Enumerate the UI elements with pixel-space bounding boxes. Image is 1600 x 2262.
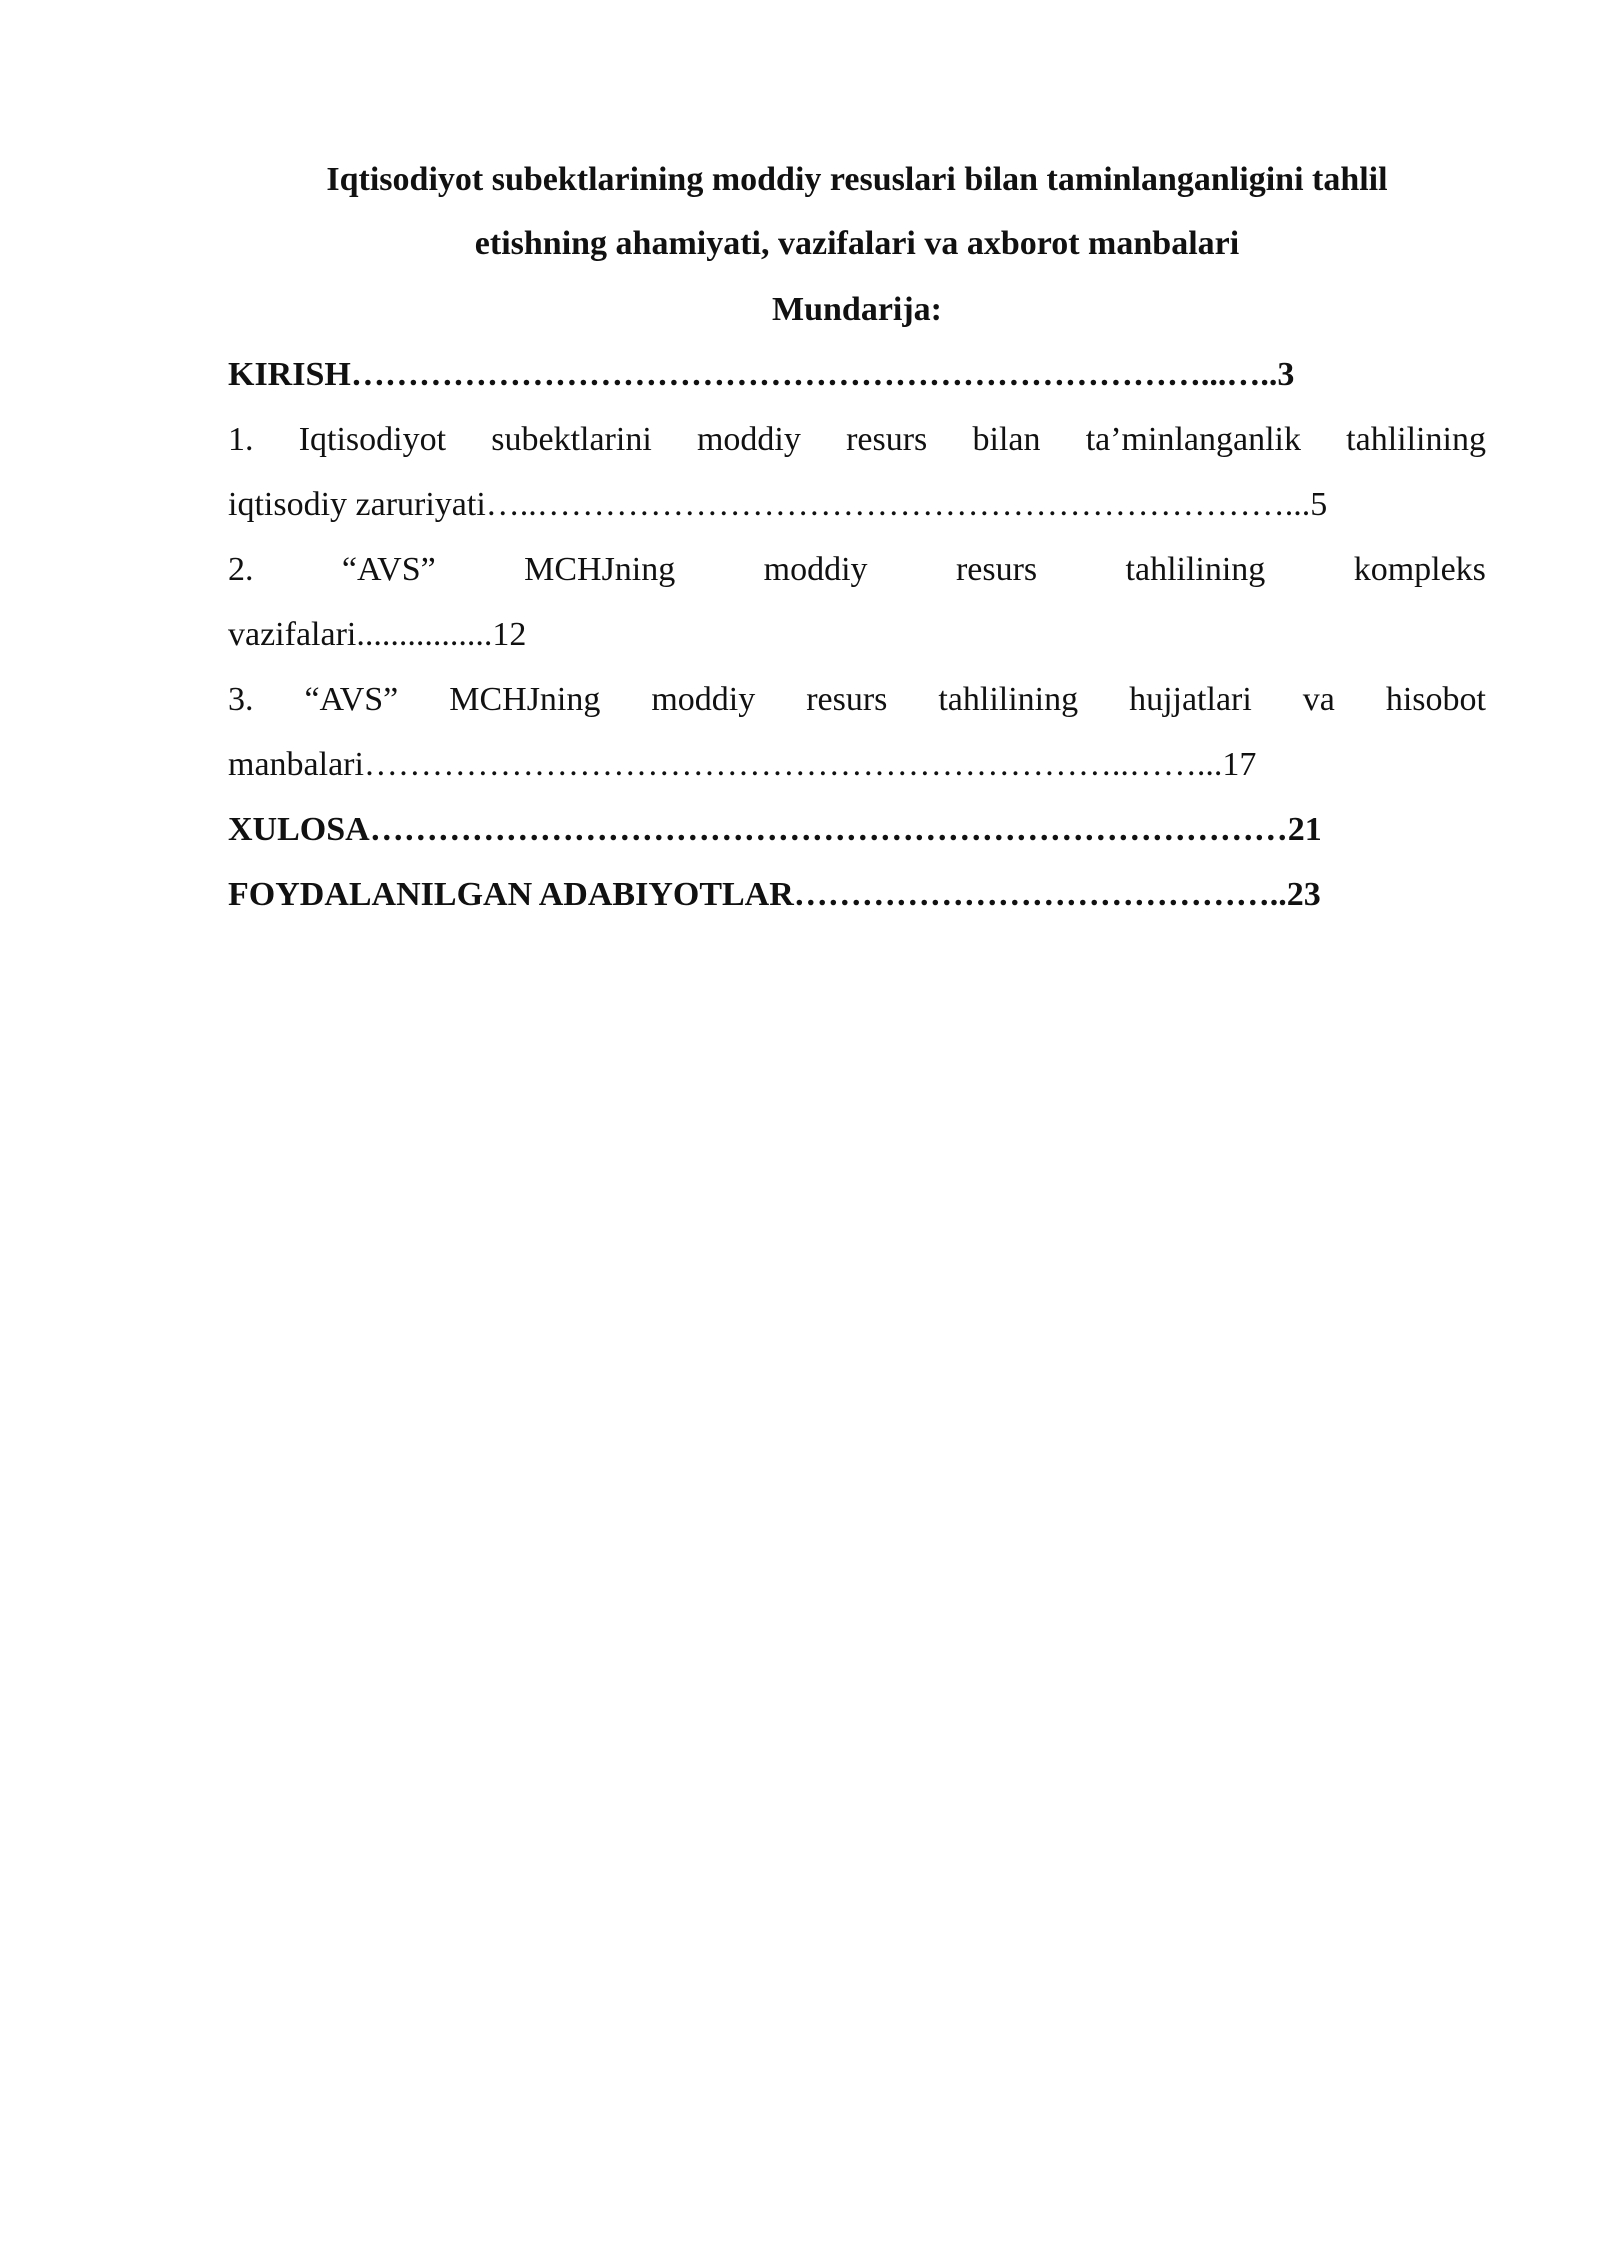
toc-entry-3-number: 3. — [228, 681, 254, 718]
toc-entry-1-line-2: iqtisodiy zaruriyati…..…………………………………………………………...5 — [228, 486, 1328, 523]
document-content — [228, 148, 1486, 927]
toc-entry-2-word: resurs — [955, 551, 1038, 588]
toc-entry-3-word: va — [1302, 681, 1335, 718]
toc-entry-1-word: Iqtisodiyot — [298, 421, 447, 458]
toc-entry-kirish — [228, 342, 1486, 407]
toc-entry-1-number: 1. — [228, 421, 254, 458]
toc-entry-1-line-1 — [228, 407, 1486, 472]
toc-entry-2-word: kompleks — [1353, 551, 1486, 588]
toc-entry-3-word: “AVS” — [304, 681, 399, 718]
toc-entry-adabiyotlar-text: FOYDALANILGAN ADABIYOTLAR……………………………………..23 — [228, 876, 1321, 913]
toc-entry-2 — [228, 537, 1486, 667]
toc-entry-kirish-text: KIRISH…………………………………………………………………...…..3 — [228, 356, 1295, 393]
toc-entry-1-word: moddiy — [696, 421, 801, 458]
toc-entry-3-word: moddiy — [651, 681, 756, 718]
toc-entry-2-number: 2. — [228, 551, 254, 588]
toc-entry-3 — [228, 667, 1486, 797]
toc-entry-1-word: subektlarini — [491, 421, 652, 458]
toc-entry-3-word: tahlilining — [938, 681, 1079, 718]
toc-entry-2-word: moddiy — [763, 551, 868, 588]
toc-entry-3-word: resurs — [806, 681, 888, 718]
toc-entry-3-word: hujjatlari — [1129, 681, 1252, 718]
toc-entry-3-word: MCHJning — [449, 681, 601, 718]
toc-entry-2-line-1 — [228, 537, 1486, 602]
toc-entry-2-word: “AVS” — [341, 551, 436, 588]
toc-entry-xulosa-text: XULOSA………………………………………………………………………21 — [228, 811, 1322, 848]
document-title — [228, 148, 1486, 276]
table-of-contents — [228, 342, 1486, 927]
toc-entry-2-word: tahlilining — [1125, 551, 1266, 588]
toc-entry-1-word: tahlilining — [1346, 421, 1486, 458]
toc-entry-1-word: resurs — [846, 421, 928, 458]
toc-heading: Mundarija: — [772, 291, 942, 328]
title-line-1: Iqtisodiyot subektlarining moddiy resuslari bilan taminlanganligini tahlil — [326, 161, 1388, 198]
toc-entry-1 — [228, 407, 1486, 537]
toc-entry-3-line-1 — [228, 667, 1486, 732]
toc-entry-2-line-2: vazifalari................12 — [228, 616, 527, 653]
toc-entry-1-word: bilan — [972, 421, 1041, 458]
toc-entry-2-word: MCHJning — [524, 551, 676, 588]
toc-entry-adabiyotlar — [228, 862, 1486, 927]
toc-entry-xulosa — [228, 797, 1486, 862]
title-line-2: etishning ahamiyati, vazifalari va axborot manbalari — [474, 225, 1240, 262]
toc-entry-3-line-2: manbalari…………………………………………………………..……...17 — [228, 746, 1257, 783]
toc-entry-1-word: ta’minlanganlik — [1085, 421, 1301, 458]
toc-entry-3-word: hisobot — [1385, 681, 1486, 718]
